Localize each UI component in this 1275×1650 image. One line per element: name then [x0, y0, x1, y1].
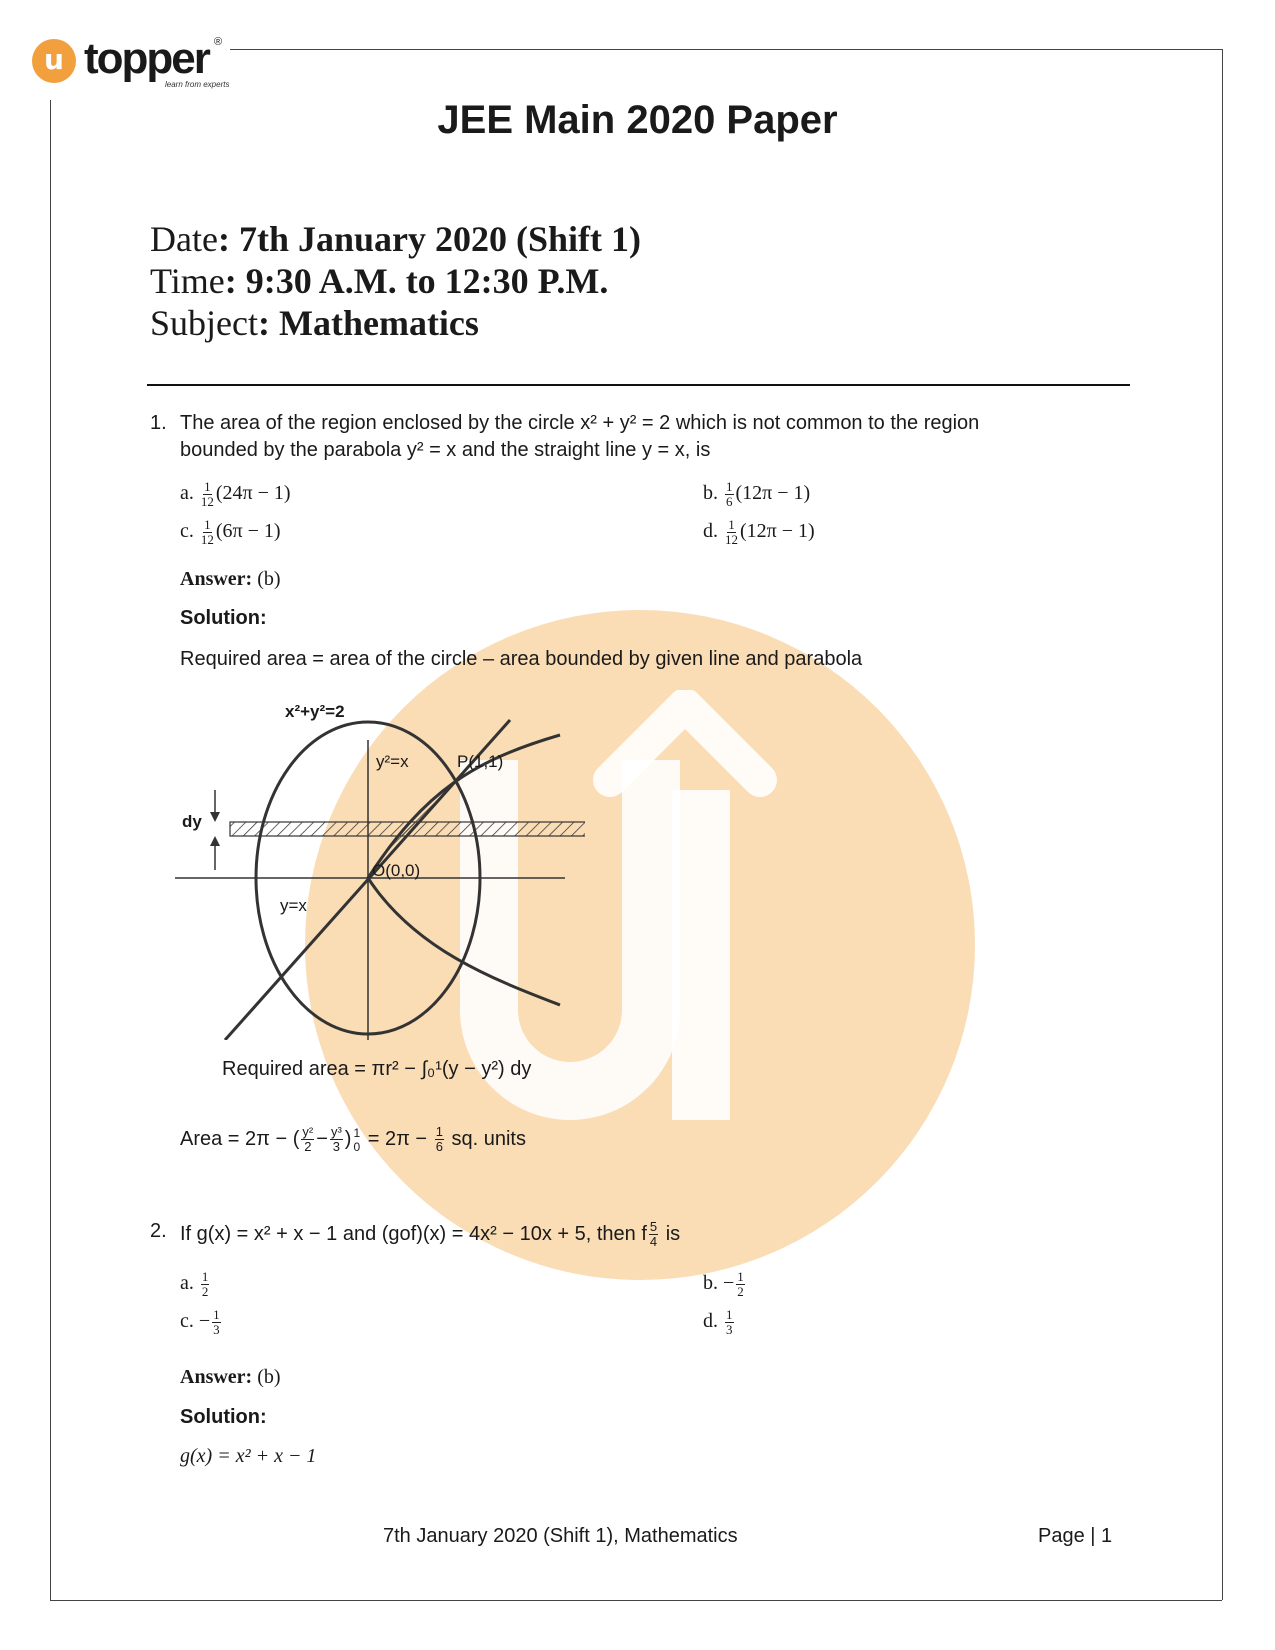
q1-solution-text: Required area = area of the circle – area bounded by given line and parabola — [180, 648, 863, 670]
fig-label-parabola: y²=x — [376, 752, 409, 771]
q1-option-b: b. $\frac{1}{6}$ (12π − 1) — [703, 479, 811, 509]
fig-label-circle: x²+y²=2 — [285, 702, 345, 721]
q2-option-b: b. − $\frac{1}{2}$ — [703, 1269, 744, 1299]
q1-option-d: d. $\frac{1}{12}$ (12π − 1) — [703, 517, 815, 547]
fig-label-origin: O(0,0) — [372, 861, 421, 880]
q2-option-c: c. − $\frac{1}{3}$ — [180, 1307, 220, 1337]
page-border-left — [50, 100, 51, 1600]
dy-arrowhead-bottom — [210, 836, 220, 846]
q2-solution-label: Solution: — [180, 1406, 267, 1428]
q1-number: 1. — [150, 412, 167, 434]
q2-text: If g(x) = x² + x − 1 and (gof)(x) = 4x² − 10x + 5, then f $\frac{5}{4}$ is — [180, 1219, 681, 1249]
q2-option-d: d. $\frac{1}{3}$ — [703, 1307, 733, 1337]
q2-solution-text: g(x) = x² + x − 1 — [180, 1445, 317, 1467]
logo-mark: u — [32, 39, 76, 83]
page-title: JEE Main 2020 Paper — [437, 98, 838, 142]
q1-text-line2: bounded by the parabola y² = x and the straight line y = x, is — [180, 439, 711, 461]
q1-answer: Answer: (b) — [180, 568, 281, 590]
watermark-arrow-stem — [672, 790, 730, 1120]
q1-text-line1: The area of the region enclosed by the circle x² + y² = 2 which is not common to the region — [180, 412, 980, 434]
footer-page-number: Page | 1 — [1038, 1525, 1113, 1547]
q2-answer: Answer: (b) — [180, 1366, 281, 1388]
page-border-bottom — [50, 1600, 1222, 1601]
logo-tagline: learn from experts — [165, 80, 230, 89]
fig-label-point: P(1,1) — [457, 752, 504, 771]
meta-subject: Subject: Mathematics — [150, 303, 479, 343]
fig-label-dy: dy — [182, 812, 202, 831]
q1-option-a: a. $\frac{1}{12}$ (24π − 1) — [180, 479, 291, 509]
logo-text: topper — [84, 34, 209, 83]
fig-label-line: y=x — [280, 896, 307, 915]
q1-solution-label: Solution: — [180, 607, 267, 629]
q1-option-c: c. $\frac{1}{12}$ (6π − 1) — [180, 517, 281, 547]
dy-arrowhead-top — [210, 812, 220, 822]
page-border-top — [230, 49, 1222, 50]
header-rule — [147, 384, 1130, 386]
meta-time: Time: 9:30 A.M. to 12:30 P.M. — [150, 261, 609, 301]
footer-center: 7th January 2020 (Shift 1), Mathematics — [383, 1525, 738, 1547]
q1-required-area-formula: Required area = πr² − ∫₀¹(y − y²) dy — [222, 1058, 532, 1080]
q1-area-result: Area = 2π − ( $\frac{\text{y²}}{2}$ − $\frac{\text{y³}}{3}$ ) 1 0 = 2π − $\frac{1}{6}$ sq. units — [180, 1124, 526, 1154]
page-border-right — [1222, 49, 1223, 1600]
meta-date: Date: 7th January 2020 (Shift 1) — [150, 219, 641, 259]
q2-option-a: a. $\frac{1}{2}$ — [180, 1269, 209, 1299]
logo-registered: ® — [214, 36, 223, 48]
q2-number: 2. — [150, 1220, 167, 1242]
watermark-arrow-head — [590, 690, 790, 810]
